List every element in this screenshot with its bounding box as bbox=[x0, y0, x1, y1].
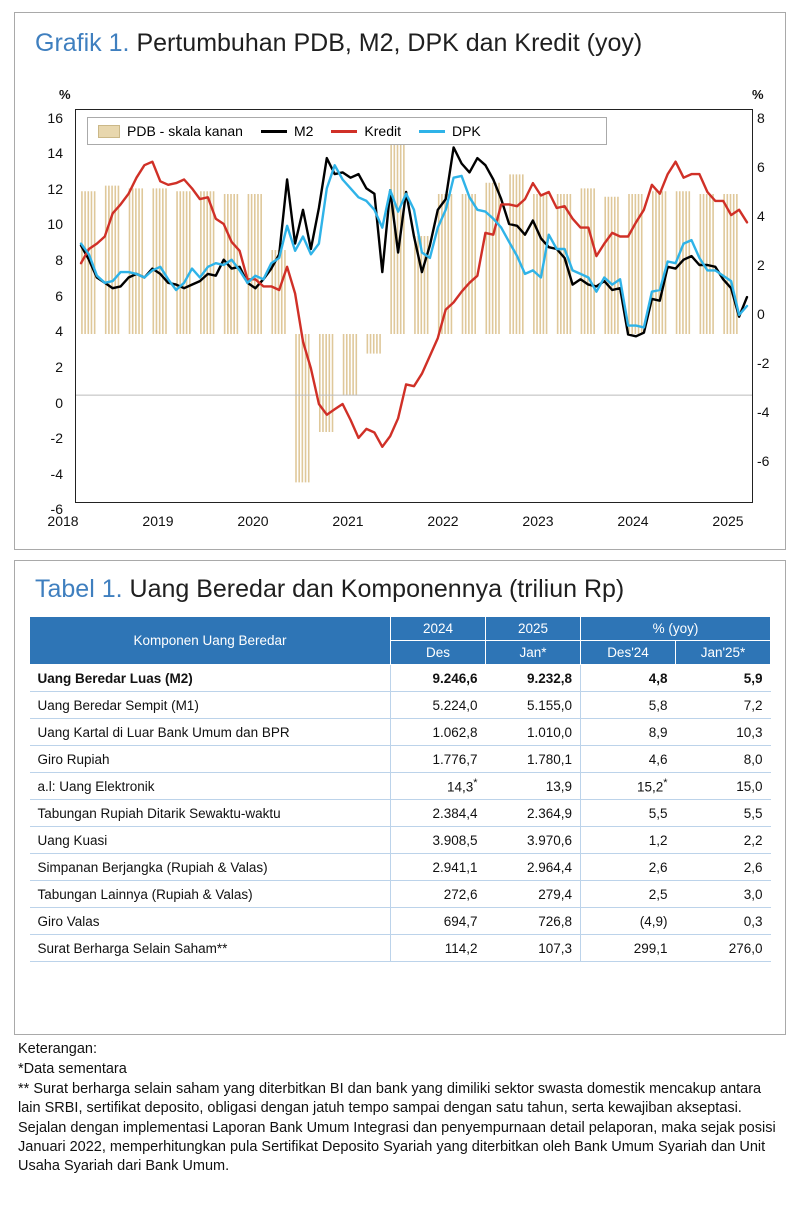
pdb-bar bbox=[581, 188, 594, 334]
table-row bbox=[30, 935, 771, 962]
row-value: 8,0 bbox=[676, 746, 771, 773]
notes-line-2: ** Surat berharga selain saham yang diterbitkan BI dan bank yang dimiliki sektor swasta domestik mencakup antara lain SRBI, sertifikat deposito, obligasi dengan jatuh tempo sampai dengan satu tahun, serta kewajiban akseptasi. Sejalan dengan implementasi Laporan Bank Umum Integrasi dan penyempurnaan detail pelaporan, maka sejak posisi Januari 2022, memperhitungkan pula Sertifikat Deposito Syariah yang diterbitkan oleh Bank Umum Syariah dan Unit Usaha Syariah dari Bank Umum. bbox=[18, 1081, 776, 1174]
pdb-bar bbox=[320, 334, 333, 432]
table-row bbox=[30, 800, 771, 827]
legend-swatch-line-icon bbox=[419, 130, 445, 133]
legend-item-m2 bbox=[261, 123, 313, 139]
legend-item-pdb bbox=[98, 123, 243, 139]
row-value: 276,0 bbox=[676, 935, 771, 962]
row-value: 2,6 bbox=[581, 854, 676, 881]
ytick-left-m4: -4 bbox=[50, 466, 63, 482]
row-value: 9.246,6 bbox=[391, 665, 486, 692]
ytick-left-16: 16 bbox=[47, 110, 63, 126]
xtick-2023: 2023 bbox=[522, 513, 554, 529]
row-value: 1.776,7 bbox=[391, 746, 486, 773]
legend-label-dpk: DPK bbox=[451, 123, 481, 139]
chart-legend bbox=[87, 117, 607, 145]
ytick-left-0: 0 bbox=[55, 395, 63, 411]
legend-item-dpk bbox=[419, 123, 481, 139]
left-axis-unit: % bbox=[59, 87, 71, 102]
row-value: 7,2 bbox=[676, 692, 771, 719]
ytick-right-m6: -6 bbox=[757, 453, 770, 469]
table-title-text: Uang Beredar dan Komponennya (triliun Rp) bbox=[129, 575, 625, 603]
row-value: 2.964,4 bbox=[486, 854, 581, 881]
table-body bbox=[30, 665, 771, 962]
ytick-right-4: 4 bbox=[757, 208, 765, 224]
row-value: 272,6 bbox=[391, 881, 486, 908]
legend-label-pdb: PDB - skala kanan bbox=[127, 123, 243, 139]
row-label: Uang Kartal di Luar Bank Umum dan BPR bbox=[30, 719, 391, 746]
row-value: 3.908,5 bbox=[391, 827, 486, 854]
row-value: 726,8 bbox=[486, 908, 581, 935]
row-value: 114,2 bbox=[391, 935, 486, 962]
row-value: 3,0 bbox=[676, 881, 771, 908]
ytick-right-m2: -2 bbox=[757, 355, 770, 371]
row-value: 14,3* bbox=[391, 773, 486, 800]
pdb-bar bbox=[605, 197, 618, 334]
th-pct-yoy: % (yoy) bbox=[581, 617, 771, 641]
pdb-bar bbox=[677, 191, 690, 334]
pdb-bar bbox=[463, 194, 476, 334]
ytick-left-10: 10 bbox=[47, 216, 63, 232]
xtick-2019: 2019 bbox=[142, 513, 174, 529]
pdb-bar bbox=[248, 194, 261, 334]
row-value: 5,9 bbox=[676, 665, 771, 692]
pdb-bar bbox=[391, 135, 404, 334]
row-value: 5.224,0 bbox=[391, 692, 486, 719]
row-value: 5,5 bbox=[676, 800, 771, 827]
row-value: 15,0 bbox=[676, 773, 771, 800]
row-label: Giro Rupiah bbox=[30, 746, 391, 773]
ytick-right-m4: -4 bbox=[757, 404, 770, 420]
row-value: 2,5 bbox=[581, 881, 676, 908]
figure-title-text: Pertumbuhan PDB, M2, DPK dan Kredit (yoy) bbox=[136, 29, 643, 57]
pdb-bar bbox=[201, 191, 214, 334]
xtick-2024: 2024 bbox=[617, 513, 649, 529]
provisional-marker: * bbox=[473, 777, 478, 790]
ytick-left-14: 14 bbox=[47, 145, 63, 161]
row-value: 107,3 bbox=[486, 935, 581, 962]
row-value: 10,3 bbox=[676, 719, 771, 746]
table-label: Tabel 1. bbox=[35, 575, 123, 603]
table-panel bbox=[14, 560, 786, 1035]
row-value: 2.364,9 bbox=[486, 800, 581, 827]
row-value: 279,4 bbox=[486, 881, 581, 908]
row-value: 5,5 bbox=[581, 800, 676, 827]
row-value: 5,8 bbox=[581, 692, 676, 719]
legend-label-m2: M2 bbox=[293, 123, 314, 139]
xtick-2022: 2022 bbox=[427, 513, 459, 529]
th-year-2025: 2025 bbox=[486, 617, 581, 641]
ytick-left-m2: -2 bbox=[50, 430, 63, 446]
row-value: 299,1 bbox=[581, 935, 676, 962]
row-value: 4,8 bbox=[581, 665, 676, 692]
xtick-2018: 2018 bbox=[47, 513, 79, 529]
table-row bbox=[30, 908, 771, 935]
row-value: 3.970,6 bbox=[486, 827, 581, 854]
pdb-bar bbox=[153, 188, 166, 334]
provisional-marker: * bbox=[663, 777, 668, 790]
row-label: Uang Beredar Luas (M2) bbox=[30, 665, 391, 692]
row-label: Uang Beredar Sempit (M1) bbox=[30, 692, 391, 719]
pdb-bar bbox=[367, 334, 380, 354]
row-value: 694,7 bbox=[391, 908, 486, 935]
pdb-bar bbox=[534, 194, 547, 334]
row-label: Tabungan Rupiah Ditarik Sewaktu-waktu bbox=[30, 800, 391, 827]
row-value: 9.232,8 bbox=[486, 665, 581, 692]
th-des: Des bbox=[391, 641, 486, 665]
row-value: 2,6 bbox=[676, 854, 771, 881]
pdb-bar bbox=[130, 188, 143, 334]
row-value: 2.384,4 bbox=[391, 800, 486, 827]
legend-label-kredit: Kredit bbox=[364, 123, 401, 139]
row-value: (4,9) bbox=[581, 908, 676, 935]
table-head bbox=[30, 617, 771, 665]
xtick-2025: 2025 bbox=[712, 513, 744, 529]
table-row bbox=[30, 881, 771, 908]
figure-title bbox=[35, 29, 642, 58]
th-jan25: Jan'25* bbox=[676, 641, 771, 665]
row-value: 15,2* bbox=[581, 773, 676, 800]
row-value: 0,3 bbox=[676, 908, 771, 935]
row-value: 2,2 bbox=[676, 827, 771, 854]
ytick-right-8: 8 bbox=[757, 110, 765, 126]
table-title bbox=[35, 575, 624, 604]
chart-svg bbox=[76, 110, 752, 502]
pdb-bar bbox=[653, 191, 666, 334]
ytick-left-6: 6 bbox=[55, 288, 63, 304]
row-label: Uang Kuasi bbox=[30, 827, 391, 854]
money-table bbox=[29, 616, 771, 962]
ytick-left-8: 8 bbox=[55, 252, 63, 268]
row-value: 8,9 bbox=[581, 719, 676, 746]
table-row bbox=[30, 719, 771, 746]
row-value: 2.941,1 bbox=[391, 854, 486, 881]
ytick-right-6: 6 bbox=[757, 159, 765, 175]
right-axis-unit: % bbox=[752, 87, 764, 102]
row-value: 1.010,0 bbox=[486, 719, 581, 746]
row-label: a.l: Uang Elektronik bbox=[30, 773, 391, 800]
legend-swatch-line-icon bbox=[331, 130, 357, 133]
pdb-bar bbox=[177, 191, 190, 334]
ytick-left-4: 4 bbox=[55, 323, 63, 339]
xtick-2020: 2020 bbox=[237, 513, 269, 529]
legend-swatch-line-icon bbox=[261, 130, 287, 133]
notes-line-1: *Data sementara bbox=[18, 1061, 127, 1078]
th-des24: Des'24 bbox=[581, 641, 676, 665]
row-value: 5.155,0 bbox=[486, 692, 581, 719]
xtick-2021: 2021 bbox=[332, 513, 364, 529]
th-year-2024: 2024 bbox=[391, 617, 486, 641]
row-label: Surat Berharga Selain Saham** bbox=[30, 935, 391, 962]
pdb-bar bbox=[344, 334, 357, 396]
figure-label: Grafik 1. bbox=[35, 29, 130, 57]
ytick-right-2: 2 bbox=[757, 257, 765, 273]
row-label: Tabungan Lainnya (Rupiah & Valas) bbox=[30, 881, 391, 908]
notes-heading: Keterangan: bbox=[18, 1041, 98, 1057]
legend-swatch-bar-icon bbox=[98, 125, 120, 138]
row-value: 1,2 bbox=[581, 827, 676, 854]
row-value: 4,6 bbox=[581, 746, 676, 773]
row-value: 1.780,1 bbox=[486, 746, 581, 773]
pdb-bar bbox=[486, 183, 499, 334]
table-row bbox=[30, 665, 771, 692]
plot-area bbox=[75, 109, 753, 503]
table-row bbox=[30, 854, 771, 881]
pdb-bar bbox=[558, 194, 571, 334]
table-row bbox=[30, 746, 771, 773]
th-component: Komponen Uang Beredar bbox=[30, 617, 391, 665]
table-header-row-1 bbox=[30, 617, 771, 641]
chart-panel bbox=[14, 12, 786, 550]
ytick-left-12: 12 bbox=[47, 181, 63, 197]
table-row bbox=[30, 827, 771, 854]
notes-block bbox=[18, 1040, 784, 1177]
row-label: Simpanan Berjangka (Rupiah & Valas) bbox=[30, 854, 391, 881]
ytick-left-2: 2 bbox=[55, 359, 63, 375]
ytick-left-m6: -6 bbox=[50, 501, 63, 517]
row-label: Giro Valas bbox=[30, 908, 391, 935]
th-jan: Jan* bbox=[486, 641, 581, 665]
legend-item-kredit bbox=[331, 123, 401, 139]
table-row bbox=[30, 692, 771, 719]
table-row bbox=[30, 773, 771, 800]
ytick-right-0: 0 bbox=[757, 306, 765, 322]
row-value: 13,9 bbox=[486, 773, 581, 800]
row-value: 1.062,8 bbox=[391, 719, 486, 746]
